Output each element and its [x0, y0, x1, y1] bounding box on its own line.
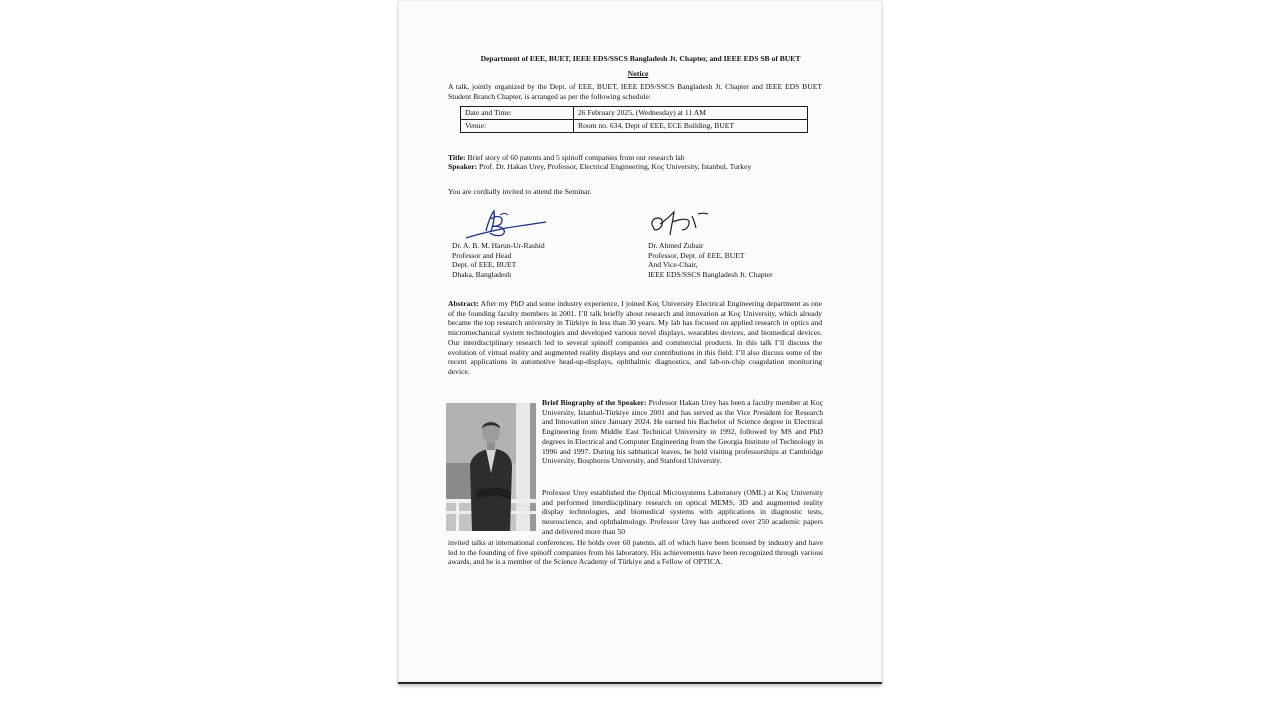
talk-title-label: Title:: [448, 153, 466, 162]
signatory-head-name: Dr. A. B. M. Harun-Ur-Rashid: [452, 241, 545, 250]
signature-head: [462, 207, 548, 241]
signatory-vice-chair-block: [648, 241, 773, 279]
signatory-vice-chair-role: And Vice-Chair,: [648, 260, 698, 270]
date-time-value: 26 February 2025, (Wednesday) at 11 AM: [574, 107, 808, 120]
biography-paragraph-1: [542, 398, 823, 466]
biography-text-1: Professor Hakan Urey has been a faculty member at Koç University, Istanbul-Türkiye since 2001 and has served as the Vice President for Research and Innovation since January 2024. He earned his Bachelor of Science degree in Electrical Engineering from Middle East Technical University in 1992, followed by MS and PhD degrees in Electrical and Computer Engineering from the Georgia Institute of Technology in 1996 and 1997. During his sabbatical leaves, he held visiting professorships at Cambridge University, Bosphorus University, and Stanford University.: [542, 398, 823, 466]
abstract-paragraph: [448, 299, 822, 377]
signatory-head-block: [452, 241, 545, 279]
signatory-vice-chair-name: Dr. Ahmed Zubair: [648, 241, 704, 250]
biography-label: Brief Biography of the Speaker:: [542, 398, 647, 407]
signatory-head-city: Dhaka, Bangladesh: [452, 269, 512, 279]
abstract-label: Abstract:: [448, 299, 479, 308]
signatory-vice-chair-org: IEEE EDS/SSCS Bangladesh Jt. Chapter: [648, 269, 773, 279]
schedule-table: [460, 106, 808, 133]
biography-paragraph-2-bottom: invited talks at international conferences. He holds over 60 patents, all of which have been licensed by industry and have led to the founding of five spinoff companies from his laboratory. His achievements have been recognized through various awards, and he is a member of the Science Academy of Türkiye and a Fellow of OPTICA.: [448, 538, 823, 567]
document-header: Department of EEE, BUET, IEEE EDS/SSCS Bangladesh Jt. Chapter, and IEEE EDS SB of BUET: [480, 54, 801, 63]
talk-title-value: Brief story of 60 patents and 5 spinoff companies from our research lab: [465, 153, 685, 162]
signatory-head-dept: Dept. of EEE, BUET: [452, 260, 517, 270]
venue-label: Venue:: [461, 119, 574, 132]
schedule-row-venue: [461, 119, 808, 132]
speaker-line: [448, 162, 751, 172]
biography-paragraph-2-top: Professor Urey established the Optical Microsystems Laboratory (OML) at Koç University and performed interdisciplinary research on optical MEMS, 3D and augmented reality display technologies, and biomedical systems with applications in diagnostic tests, neuroscience, and ophthalmology. Professor Urey has authored over 250 academic papers and delivered more than 50: [542, 488, 823, 536]
signatory-head-title: Professor and Head: [452, 250, 512, 260]
abstract-text: After my PhD and some industry experience, I joined Koç University Electrical Engineering department as one of the founding faculty members in 2001. I’ll talk briefly about research and innovation at Koç University, which already became the top research university in Türkiye in less than 30 years. My lab has focused on applied research in optics and micromechanical system technologies and developed various novel displays, wearables devices, and biomedical devices. Our interdisciplinary research led to several spinoff companies and commercial products. In this talk I’ll discuss the evolution of virtual reality and augmented reality displays and our contributions in this field. I’ll also discuss some of the recent applications in automotive head-up-displays, ophthalmic diagnostics, and lab-on-chip coagulation monitoring device.: [448, 299, 822, 376]
speaker-value: Prof. Dr. Hakan Urey, Professor, Electrical Engineering, Koç University, Istanbul, Turkey: [477, 162, 752, 171]
signature-vice-chair: [648, 208, 712, 238]
speaker-photo: [446, 403, 536, 531]
date-time-label: Date and Time:: [461, 107, 574, 120]
signatory-vice-chair-title: Professor, Dept. of EEE, BUET: [648, 250, 745, 260]
invitation-text: You are cordially invited to attend the Seminar.: [448, 187, 592, 196]
notice-title: Notice: [627, 69, 649, 78]
notice-document-page: [398, 0, 882, 684]
venue-value: Room no. 634, Dept of EEE, ECE Building, BUET: [574, 119, 808, 132]
intro-paragraph: A talk, jointly organized by the Dept. of EEE, BUET, IEEE EDS/SSCS Bangladesh Jt. Chapter and IEEE EDS BUET Student Branch Chapter, is arranged as per the following schedule:: [448, 82, 822, 101]
speaker-label: Speaker:: [448, 162, 478, 171]
schedule-row-date: [461, 107, 808, 120]
